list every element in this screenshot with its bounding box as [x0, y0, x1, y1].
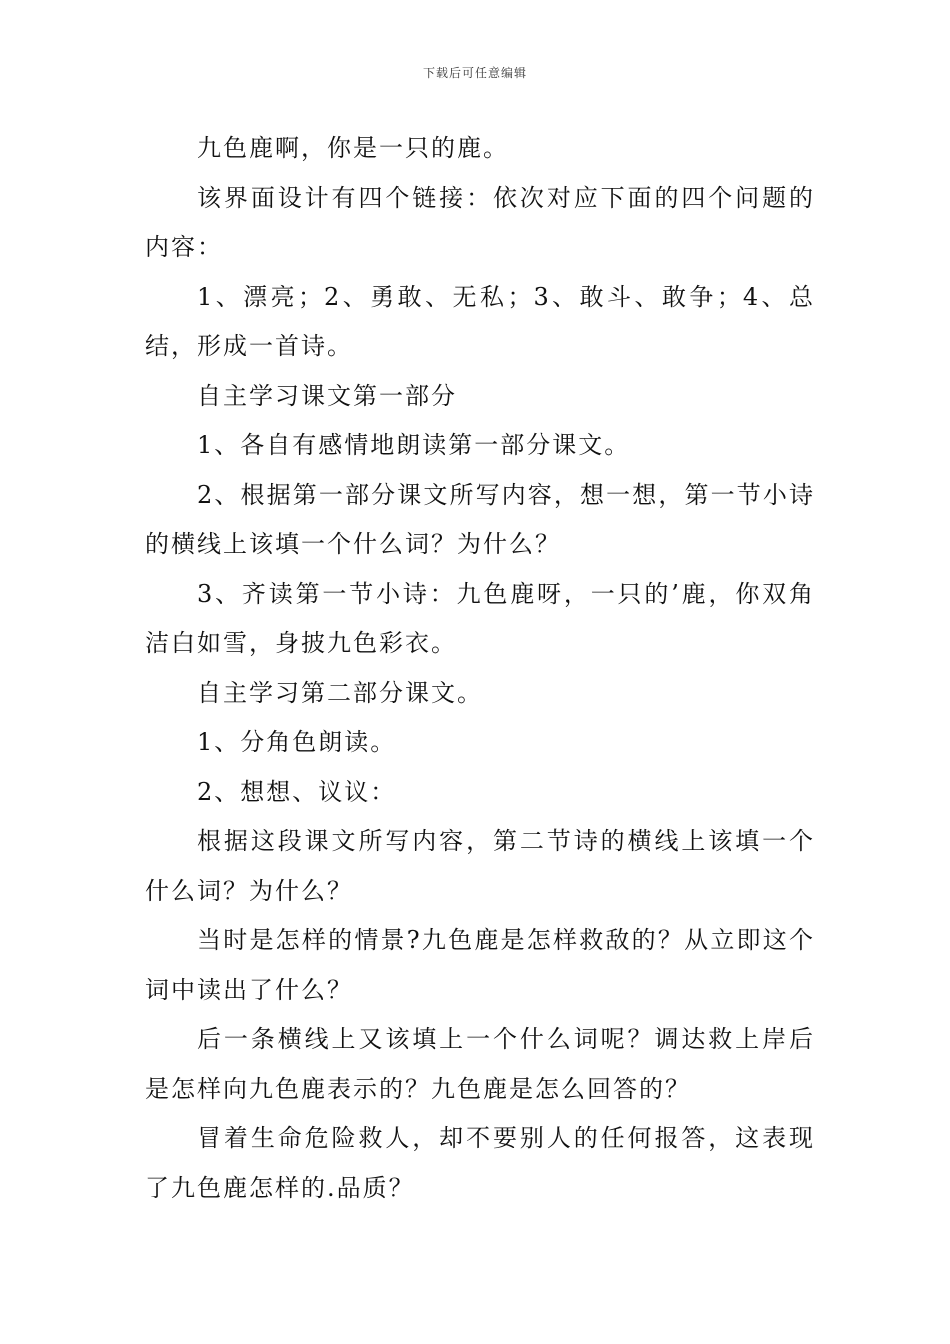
paragraph-2: 该界面设计有四个链接：依次对应下面的四个问题的内容：	[145, 183, 815, 261]
paragraph-7: 3、齐读第一节小诗：九色鹿呀，一只的’鹿，你双角洁白如雪，身披九色彩衣。	[145, 579, 815, 657]
section-heading-part-two: 自主学习第二部分课文。	[197, 678, 483, 707]
paragraph-6: 2、根据第一部分课文所写内容，想一想，第一节小诗的横线上该填一个什么词？为什么？	[145, 480, 815, 558]
paragraph-3: 1、漂亮；2、勇敢、无私；3、敢斗、敢争；4、总结，形成一首诗。	[145, 282, 815, 360]
paragraph-1: 九色鹿啊，你是一只的鹿。	[197, 134, 509, 162]
paragraph-9: 1、分角色朗读。	[197, 728, 397, 756]
paragraph-14: 冒着生命危险救人，却不要别人的任何报答，这表现了九色鹿怎样的.品质？	[145, 1124, 815, 1202]
paragraph-13: 后一条横线上又该填上一个什么词呢？调达救上岸后是怎样向九色鹿表示的？九色鹿是怎么回答的？	[145, 1025, 815, 1103]
paragraph-10: 2、想想、议议：	[197, 777, 397, 806]
paragraph-11: 根据这段课文所写内容，第二节诗的横线上该填一个什么词？为什么？	[145, 827, 815, 905]
section-heading-part-one: 自主学习课文第一部分	[197, 381, 457, 410]
paragraph-5: 1、各自有感情地朗读第一部分课文。	[197, 431, 631, 459]
document-body	[145, 124, 815, 1213]
page-header-note: 下载后可任意编辑	[422, 66, 527, 80]
paragraph-12: 当时是怎样的情景?九色鹿是怎样救敌的？从立即这个词中读出了什么？	[145, 926, 815, 1004]
